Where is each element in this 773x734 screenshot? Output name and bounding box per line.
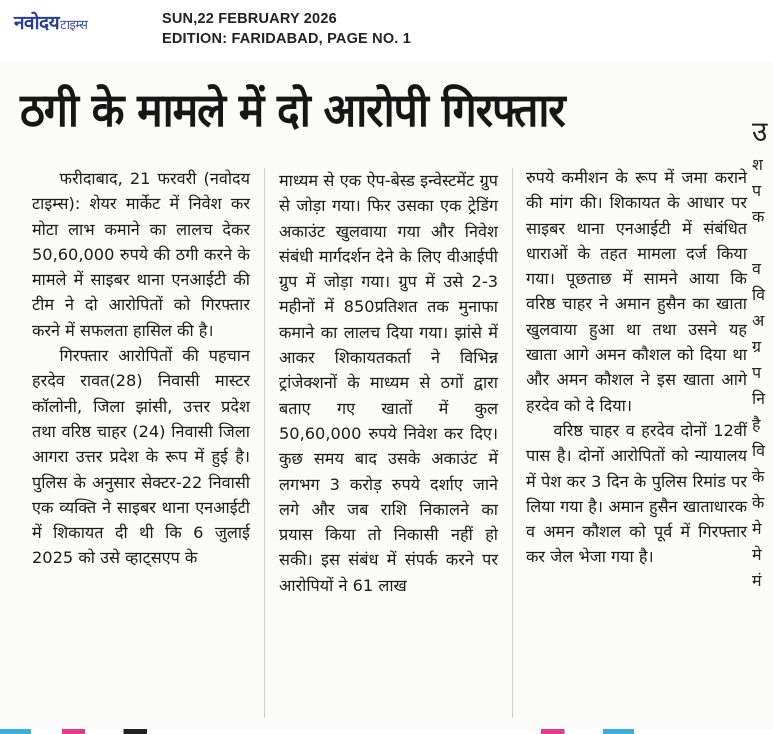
article-paragraph: गिरफ्तार आरोपितों की पहचान हरदेव रावत(28) निवासी मास्टर कॉलोनी, जिला झांसी, उत्तर प्रदेश तथा वरिष्ठ चाहर (24) निवासी जिला आगरा उत्तर प्रदेश के रूप में हुई है। पुलिस के अनुसार सेक्टर-22 निवासी एक व्यक्ति ने साइबर थाना एनआईटी में शिकायत दी थी कि 6 जुलाई 2025 को उसे व्हाट्सएप के (32, 346, 250, 568)
article-paragraph: फरीदाबाद, 21 फरवरी (नवोदय टाइम्स): शेयर मार्केट में निवेश कर मोटा लाभ कमाने का लालच देकर 50,60,000 रुपये की ठगी करने के मामले में साइबर थाना एनआईटी की टीम ने दो आरोपितों को गिरफ्तार करने में सफलता हासिल की है। (32, 169, 250, 340)
logo-main: नवोदय (14, 12, 60, 34)
article-column-3 (526, 165, 747, 570)
masthead-bar (0, 0, 773, 58)
edition-info (162, 9, 411, 49)
clip-line: के (752, 493, 765, 512)
clip-line: ग्र (752, 337, 762, 356)
clip-line: नि (752, 389, 766, 408)
article-paragraph: रुपये कमीशन के रूप में जमा कराने की मांग की। शिकायत के आधार पर साइबर थाना एनआईटी में संबंधित धाराओं के तहत मामला दर्ज किया गया। पूछताछ में सामने आया कि वरिष्ठ चाहर ने अमान हुसैन का खाता खुलवाया हुआ था तथा उसने यह खाता आगे अमन कौशल को दिया था और अमन कौशल ने इस खाता आगे हरदेव को दे दिया। (526, 168, 747, 415)
clip-line: वि (752, 441, 766, 460)
column-divider (512, 168, 513, 718)
clip-line: के (752, 467, 765, 486)
clip-line: मे (752, 519, 762, 538)
clip-line: मे (752, 545, 762, 564)
date-line: SUN,22 FEBRUARY 2026 (162, 11, 337, 27)
clip-line: उ (752, 115, 768, 148)
clip-line: वि (752, 285, 766, 304)
clip-line (752, 230, 773, 256)
clip-line: मं (752, 571, 762, 590)
clip-line: प (752, 363, 762, 382)
adjacent-article-clip (752, 112, 773, 732)
logo-sub: टाइम्स (60, 18, 88, 33)
column-divider (264, 168, 265, 718)
newspaper-logo[interactable] (14, 9, 87, 35)
clip-line: है (752, 415, 761, 434)
clip-line: श (752, 155, 763, 174)
color-registration-strip (0, 729, 773, 734)
clip-line: प (752, 181, 762, 200)
article-column-1 (32, 166, 250, 571)
article-paragraph: वरिष्ठ चाहर व हरदेव दोनों 12वीं पास है। दोनों आरोपितों को न्यायालय में पेश कर 3 दिन के पुलिस रिमांड पर लिया गया है। अमान हुसैन खाताधारक व अमन कौशल को पूर्व में गिरफ्तार कर जेल भेजा गया है। (526, 420, 747, 567)
clip-line: व (752, 259, 761, 278)
edition-line: EDITION: FARIDABAD, PAGE NO. 1 (162, 31, 412, 47)
clip-line: क (752, 207, 765, 226)
article-paragraph: माध्यम से एक ऐप-बेस्ड इन्वेस्टमेंट ग्रुप से जोड़ा गया। फिर उसका एक ट्रेडिंग अकाउंट खुलवाया गया और निवेश संबंधी मार्गदर्शन देने के लिए वीआईपी ग्रुप में जोड़ा गया। ग्रुप में उसे 2-3 महीनों में 850प्रतिशत तक मुनाफा कमाने का लालच दिया गया। झांसे में आकर शिकायतकर्ता ने विभिन्न ट्रांजेक्शनों के माध्यम से ठगों द्वारा बताए गए खातों में कुल 50,60,000 रुपये निवेश कर दिए। कुछ समय बाद उसके अकाउंट में लगभग 3 करोड़ रुपये दर्शाए जाने लगे और जब राशि निकालने का प्रयास किया तो निकासी नहीं हो सकी। इस संबंध में संपर्क करने पर आरोपियों ने 61 लाख (279, 171, 498, 595)
clip-line: अ (752, 311, 765, 330)
article-headline: ठगी के मामले में दो आरोपी गिरफ्तार (20, 83, 565, 137)
article-column-2 (279, 168, 498, 598)
